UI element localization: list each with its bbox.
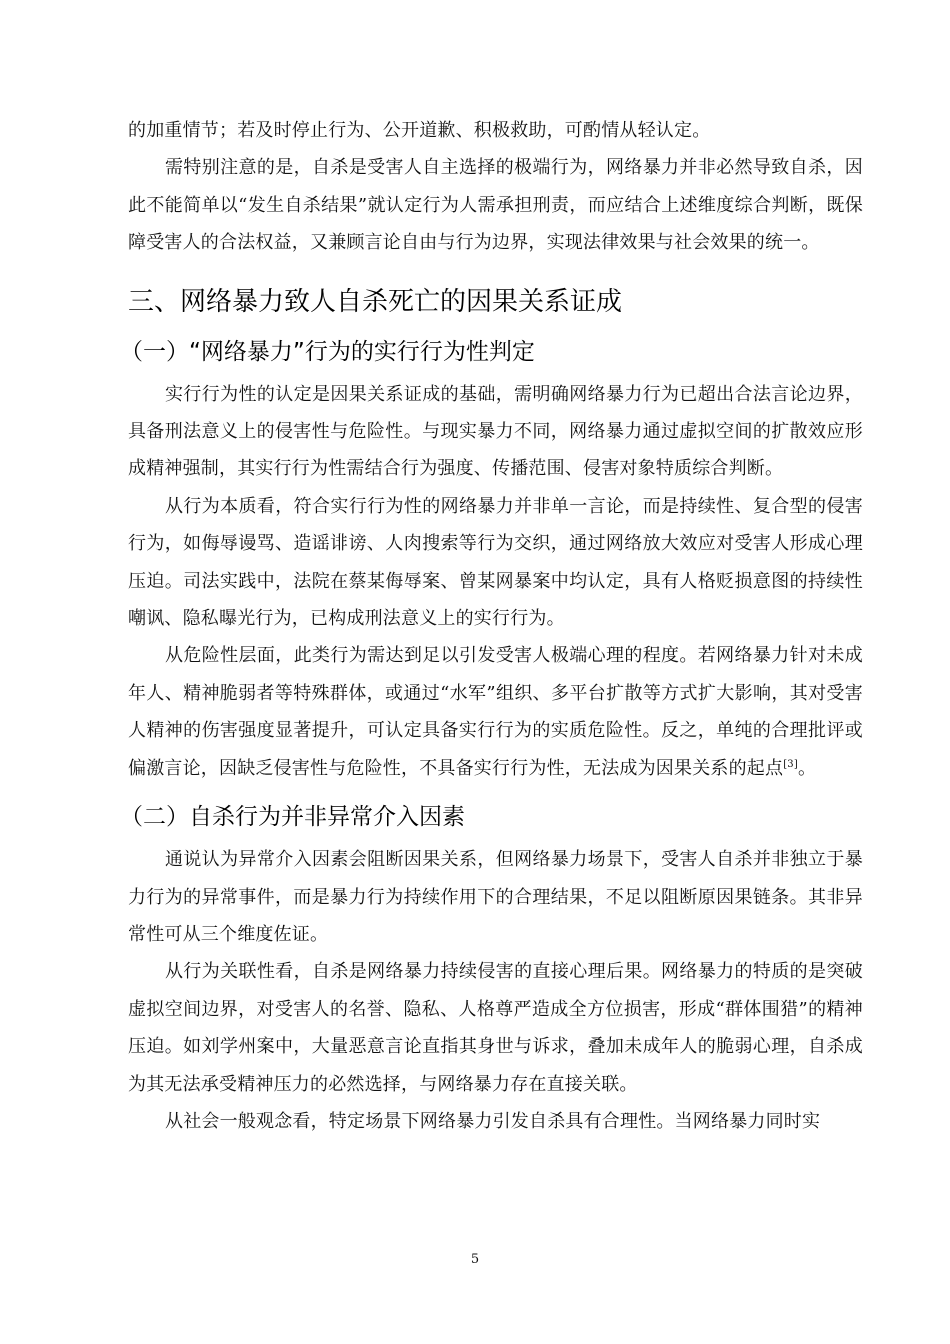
body-paragraph: 实行行为性的认定是因果关系证成的基础，需明确网络暴力行为已超出合法言论边界，具备刑法意义上的侵害性与危险性。与现实暴力不同，网络暴力通过虚拟空间的扩散效应形成精神强制，其实行行为性需结合行为强度、传播范围、侵害对象特质综合判断。: [128, 383, 863, 480]
page-body: [120, 112, 863, 1140]
body-paragraph: 通说认为异常介入因素会阻断因果关系，但网络暴力场景下，受害人自杀并非独立于暴力行为的异常事件，而是暴力行为持续作用下的合理结果，不足以阻断原因果链条。其非异常性可从三个维度佐证。: [128, 849, 863, 945]
subsection-heading-2: （二）自杀行为并非异常介入因素: [120, 804, 465, 831]
subsection-heading-1: （一）“网络暴力”行为的实行行为性判定: [120, 338, 535, 365]
body-paragraph: 从行为本质看，符合实行行为性的网络暴力并非单一言论，而是持续性、复合型的侵害行为，如侮辱谩骂、造谣诽谤、人肉搜索等行为交织，通过网络放大效应对受害人形成心理压迫。司法实践中，法院在蔡某侮辱案、曾某网暴案中均认定，具有人格贬损意图的持续性嘲讽、隐私曝光行为，已构成刑法意义上的实行行为。: [128, 495, 863, 630]
body-paragraph: 的加重情节；若及时停止行为、公开道歉、积极救助，可酌情从轻认定。: [128, 120, 711, 141]
body-paragraph: 从社会一般观念看，特定场景下网络暴力引发自杀具有合理性。当网络暴力同时实: [165, 1110, 821, 1132]
citation-reference: [3]: [783, 758, 798, 770]
body-paragraph: 需特别注意的是，自杀是受害人自主选择的极端行为，网络暴力并非必然导致自杀，因此不能简单以“发生自杀结果”就认定行为人需承担刑责，而应结合上述维度综合判断，既保障受害人的合法权益，又兼顾言论自由与行为边界，实现法律效果与社会效果的统一。: [128, 157, 863, 254]
paragraph-end: 。: [797, 757, 817, 779]
body-paragraph: 从行为关联性看，自杀是网络暴力持续侵害的直接心理后果。网络暴力的特质的是突破虚拟空间边界，对受害人的名誉、隐私、人格尊严造成全方位损害，形成“群体围猎”的精神压迫。如刘学州案中，大量恶意言论直指其身世与诉求，叠加未成年人的脆弱心理，自杀成为其无法承受精神压力的必然选择，与网络暴力存在直接关联。: [128, 961, 863, 1095]
paragraph-text: 从危险性层面，此类行为需达到足以引发受害人极端心理的程度。若网络暴力针对未成年人、精神脆弱者等特殊群体，或通过“水军”组织、多平台扩散等方式扩大影响，其对受害人精神的伤害强度显著提升，可认定具备实行行为的实质危险性。反之，单纯的合理批评或偏激言论，因缺乏侵害性与危险性，不具备实行行为性，无法成为因果关系的起点: [128, 645, 863, 779]
section-heading: 三、网络暴力致人自杀死亡的因果关系证成: [128, 286, 623, 317]
page-number: 5: [470, 1252, 480, 1267]
body-paragraph-with-citation: [128, 637, 863, 787]
